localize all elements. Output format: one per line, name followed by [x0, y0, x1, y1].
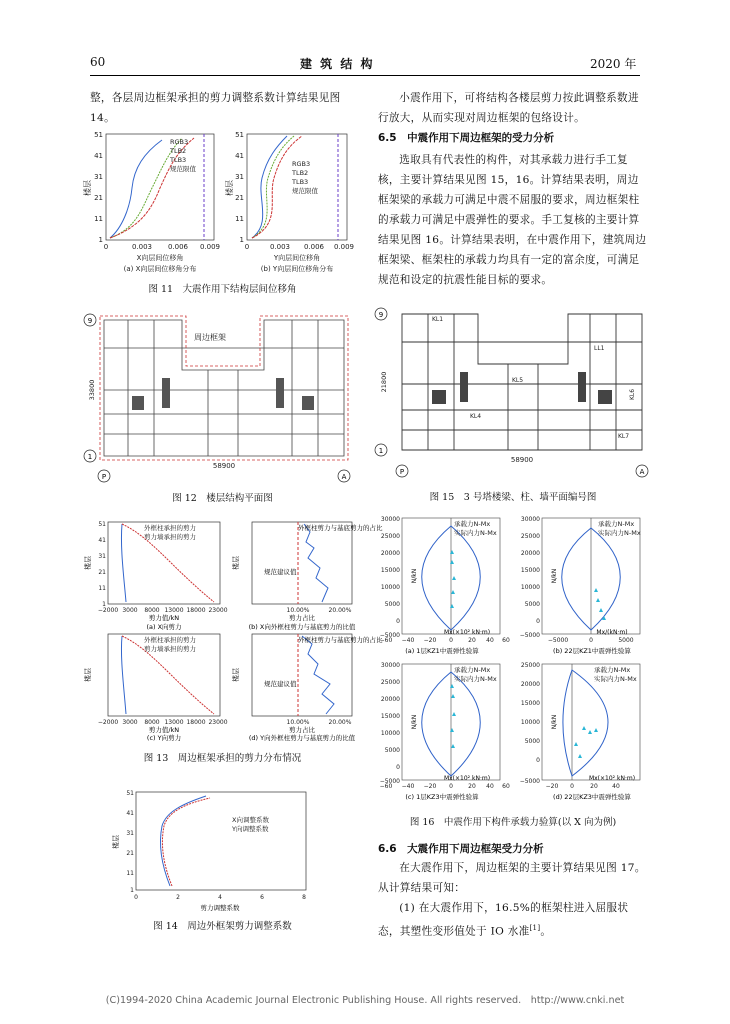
figure-12 [82, 308, 357, 483]
member-label: KL5 [512, 377, 524, 384]
y-label: 楼层 [232, 668, 240, 682]
figure-15 [372, 306, 647, 482]
legend-entry: X向调整系数 [232, 816, 269, 824]
y-coefficient-curve [162, 798, 210, 886]
fig13c-plot [83, 634, 228, 742]
x-label: Mx(×10² kN·m) [443, 775, 491, 782]
fig16a-plot [380, 516, 510, 655]
tick: 0.003 [269, 243, 291, 251]
tick: 41 [235, 152, 244, 160]
legend-entry: 剪力墙承担的剪力 [144, 645, 196, 653]
legend-entry: TLB3 [170, 156, 187, 164]
legend-entry: TLB2 [292, 169, 309, 177]
axis-label: A [341, 473, 347, 481]
tick: 20 [468, 637, 476, 644]
tick: 3000 [122, 719, 138, 726]
y-label: N/kN [411, 568, 418, 584]
x-label: Mx/(kN·m) [596, 629, 628, 636]
legend-entry: RGB3 [292, 160, 311, 168]
figure-16 [372, 514, 648, 806]
tick: 8000 [144, 607, 160, 614]
fig12-caption: 图 12 楼层结构平面图 [172, 493, 273, 504]
citation[interactable]: [1] [529, 924, 541, 932]
tick: 0 [536, 618, 540, 625]
tick: 15000 [520, 567, 540, 574]
tick: 51 [94, 131, 103, 139]
member-label: KL6 [629, 388, 636, 400]
tick: 20 [590, 783, 598, 790]
tick: 0 [449, 783, 453, 790]
fig15-caption: 图 15 3 号塔楼梁、柱、墙平面编号图 [429, 492, 597, 503]
tick: 10.00% [286, 719, 310, 726]
tick: 30000 [380, 662, 400, 669]
tick: 13000 [164, 607, 184, 614]
fig11a-plot [82, 131, 220, 273]
tick: 0 [570, 783, 574, 790]
legend-entry: Y向调整系数 [232, 825, 269, 833]
legend-entry: 承载力N-Mx [598, 520, 635, 528]
tick: −5000 [379, 778, 400, 785]
tick: 31 [94, 173, 103, 181]
tick: 10000 [520, 584, 540, 591]
tick: 3000 [122, 607, 138, 614]
member-label: KL7 [618, 433, 630, 440]
tick: 8 [302, 894, 306, 901]
tick: 20000 [520, 681, 540, 688]
left-paragraph-1: 整，各层周边框架承担的剪力调整系数计算结果见图 14。 [90, 92, 341, 124]
member-label: KL4 [470, 413, 482, 420]
tick: 0.009 [333, 243, 355, 251]
tick: 23000 [208, 607, 228, 614]
tick: 25000 [380, 679, 400, 686]
tick: 13000 [164, 719, 184, 726]
right-paragraph-3: 在大震作用下，周边框架的主要计算结果见图 17。从计算结果可知： [378, 862, 646, 894]
tick: 20.00% [328, 719, 352, 726]
axis-label: 1 [87, 453, 93, 461]
tick: 8000 [144, 719, 160, 726]
tick: 20000 [380, 550, 400, 557]
subcaption: (b) Y向层间位移角分布 [260, 265, 334, 273]
tick: 21 [126, 850, 134, 857]
demand-points [594, 588, 606, 620]
subcaption: (c) 1层KZ3中震弹性验算 [405, 793, 479, 801]
legend-entry: TLB2 [170, 147, 187, 155]
limit-label: 规范建议值 [264, 680, 297, 688]
tick: 0 [134, 894, 138, 901]
tick: 11 [98, 585, 106, 592]
member-label: KL1 [432, 316, 444, 323]
y-label: 楼层 [232, 556, 240, 570]
x-label: 剪力占比 [289, 726, 315, 734]
tick: 10000 [520, 719, 540, 726]
legend-entry: 承载力N-Mx [594, 666, 631, 674]
tick: 20000 [380, 696, 400, 703]
tick: −40 [401, 637, 415, 644]
tick: 0.006 [303, 243, 325, 251]
tick: 31 [126, 830, 134, 837]
tick: −20 [545, 783, 559, 790]
tick: 0 [103, 243, 109, 251]
tick: 20.00% [328, 607, 352, 614]
dimension: 33800 [88, 379, 96, 401]
column-shear-curve [121, 524, 126, 602]
legend-entry: 承载力N-Mx [454, 666, 491, 674]
tick: 4 [218, 894, 222, 901]
tick: 5000 [384, 601, 400, 608]
legend-entry: 承载力N-Mx [454, 520, 491, 528]
tick: 0.006 [167, 243, 189, 251]
x-label: 剪力值/kN [148, 614, 180, 622]
tick: 21 [98, 569, 106, 576]
tick: 41 [98, 537, 106, 544]
tick: 30000 [380, 516, 400, 523]
tick: 0.003 [131, 243, 153, 251]
tick: 2 [176, 894, 180, 901]
x-label: Mx(×10² kN·m) [588, 775, 636, 782]
subcaption: (c) Y向剪力 [146, 734, 182, 742]
y-label: 楼层 [225, 180, 234, 196]
fig11-caption: 图 11 大震作用下结构层间位移角 [148, 284, 297, 295]
limit-label: 规范建议值 [264, 568, 297, 576]
legend-entry: 剪力墙承担的剪力 [144, 533, 196, 541]
tick: 25000 [380, 533, 400, 540]
y-label: N/kN [551, 714, 558, 730]
tick: −2000 [97, 607, 119, 614]
axis-label: P [399, 468, 405, 476]
tick: 1 [130, 887, 134, 894]
year: 2020 年 [590, 57, 637, 71]
tick: −5000 [547, 637, 569, 644]
member-label: LL1 [594, 345, 605, 352]
tick: 11 [126, 870, 134, 877]
tick: 51 [126, 790, 134, 797]
tick: −20 [423, 783, 437, 790]
figure-13 [82, 518, 383, 742]
capacity-envelope [563, 670, 608, 776]
tick: 30000 [520, 516, 540, 523]
subcaption: (a) X向剪力 [146, 623, 182, 631]
subcaption: (b) 22层KZ1中震弹性验算 [553, 647, 631, 655]
tick: −40 [401, 783, 415, 790]
tick: 11 [235, 215, 244, 223]
tick: 11 [94, 215, 103, 223]
fig13b-plot [231, 522, 383, 631]
section-6-6: 6.6 大震作用下周边框架受力分析 [378, 843, 544, 855]
legend-entry: 外框柱承担的剪力 [144, 636, 196, 644]
subcaption: (a) X向层间位移角分布 [123, 265, 197, 273]
tick: 10000 [380, 730, 400, 737]
tick: 5000 [524, 601, 540, 608]
dimension: 21800 [380, 371, 388, 393]
tick: 20000 [520, 550, 540, 557]
y-label: 楼层 [83, 180, 92, 196]
tick: 0 [536, 757, 540, 764]
tick: 10.00% [286, 607, 310, 614]
x-label: Y向层间位移角 [273, 254, 321, 262]
legend-entry: 实际内力N-Mx [598, 529, 641, 537]
legend-entry: RGB3 [170, 138, 189, 146]
tick: −60 [379, 637, 393, 644]
right-paragraph-2: 选取具有代表性的构件，对其承载力进行手工复核，主要计算结果见图 15，16。计算结果表明，周边框架梁的承载力可满足中震不屈服的要求，周边框架柱的承载力可满足中震弹性的要求。手工复核的主要计算结果见图 16。计算结果表明，在中震作用下，建筑周边框架梁、框架柱的承载力均具有一定的富余度，可满足规范和设定的抗震性能目标的要求。 [378, 154, 647, 286]
y-label: 楼层 [84, 556, 92, 570]
subcaption: (d) Y向外框柱剪力与基底剪力的比值 [248, 734, 356, 742]
x-label: X向层间位移角 [136, 254, 184, 262]
right-paragraph-1: 小震作用下，可将结构各楼层剪力按此调整系数进行放大，从而实现对周边框架的包络设计。 [378, 92, 639, 124]
fig16c-plot [380, 662, 510, 801]
subcaption: (b) X向外框柱剪力与基底剪力的比值 [248, 623, 356, 631]
dimension: 58900 [212, 462, 236, 470]
tick: 31 [235, 173, 244, 181]
axis-label: 9 [87, 317, 93, 325]
figure-11 [82, 128, 357, 296]
header-rule [90, 75, 640, 76]
tick: 5000 [618, 637, 634, 644]
x-label: 剪力占比 [289, 614, 315, 622]
tick: 0.009 [199, 243, 221, 251]
axis-label: 1 [378, 447, 384, 455]
tick: 15000 [520, 700, 540, 707]
tick: 40 [486, 637, 494, 644]
ratio-curve [302, 636, 334, 714]
legend-entry: 规范限值 [170, 165, 196, 173]
tick: 0 [244, 243, 250, 251]
note: 外框柱剪力与基底剪力的占比 [298, 636, 383, 644]
paragraph-4-end: 。 [540, 925, 552, 938]
subcaption: (a) 1层KZ1中震弹性验算 [405, 647, 479, 655]
tick: 1 [239, 236, 244, 244]
x-label: 剪力调整系数 [200, 904, 240, 912]
tick: −5000 [519, 632, 540, 639]
tick: 51 [235, 131, 244, 139]
tick: 15000 [380, 567, 400, 574]
tick: 21 [94, 194, 103, 202]
tick: 0 [589, 637, 593, 644]
tick: 21 [235, 194, 244, 202]
journal-title: 建 筑 结 构 [300, 57, 375, 71]
tick: 25000 [520, 662, 540, 669]
x-label: 剪力值/kN [148, 726, 180, 734]
tick: 20 [468, 783, 476, 790]
legend-entry: 实际内力N-Mx [454, 529, 497, 537]
tick: 18000 [186, 607, 206, 614]
axis-label: 9 [378, 311, 384, 319]
legend-entry: 规范限值 [292, 187, 318, 195]
fig14-caption: 图 14 周边外框架剪力调整系数 [153, 921, 292, 932]
axis-label: P [101, 473, 107, 481]
tick: 10000 [380, 584, 400, 591]
tick: −5000 [379, 632, 400, 639]
tick: 5000 [384, 747, 400, 754]
tick: 0 [396, 618, 400, 625]
tick: 25000 [520, 533, 540, 540]
tick: −60 [379, 783, 393, 790]
y-label: N/kN [411, 714, 418, 730]
tick: 23000 [208, 719, 228, 726]
subcaption: (d) 22层KZ3中震弹性验算 [553, 793, 631, 801]
demand-points [574, 726, 598, 758]
tick: 18000 [186, 719, 206, 726]
perimeter-frame-label: 周边框架 [194, 333, 226, 342]
tick: 1 [102, 601, 106, 608]
tick: 31 [98, 553, 106, 560]
tick: 40 [486, 783, 494, 790]
right-paragraph-4 [378, 898, 648, 942]
tick: 0 [449, 637, 453, 644]
tlb3-curve [252, 136, 294, 238]
fig16-caption: 图 16 中震作用下构件承载力验算(以 X 向为例) [409, 817, 617, 828]
legend-entry: TLB3 [292, 178, 309, 186]
tick: 60 [502, 783, 510, 790]
tick: −5000 [519, 778, 540, 785]
page-number: 60 [90, 55, 106, 69]
fig13a-plot [83, 521, 228, 631]
tick: 60 [502, 637, 510, 644]
x-coefficient-curve [160, 796, 206, 886]
y-label: 楼层 [112, 835, 120, 849]
tick: 41 [126, 810, 134, 817]
column-shear-curve [121, 636, 126, 714]
fig16d-plot [520, 662, 640, 801]
figure-14 [110, 786, 320, 916]
ratio-curve [304, 524, 328, 602]
tick: −2000 [97, 719, 119, 726]
section-6-5: 6.5 中震作用下周边框架的受力分析 [378, 132, 555, 144]
tick: 5000 [524, 738, 540, 745]
fig13-caption: 图 13 周边框架承担的剪力分布情况 [143, 753, 302, 764]
paragraph-4-text: (1) 在大震作用下，16.5%的框架柱进入屈服状态，其塑性变形值处于 IO 水准 [378, 902, 629, 938]
tick: 0 [396, 764, 400, 771]
x-label: Mx(×10² kN·m) [443, 629, 491, 636]
legend-entry: 外框柱承担的剪力 [144, 524, 196, 532]
tlb2-curve [252, 136, 287, 238]
tick: 1 [98, 236, 103, 244]
legend-entry: 实际内力N-Mx [594, 675, 637, 683]
tick: 51 [98, 521, 106, 528]
fig11b-plot [224, 131, 354, 273]
tick: 41 [94, 152, 103, 160]
tick: −20 [423, 637, 437, 644]
footer-copyright: (C)1994-2020 China Academic Journal Electronic Publishing House. All rights reserved. http://www.cnki.net [105, 995, 625, 1006]
tick: 15000 [380, 713, 400, 720]
axis-label: A [639, 468, 645, 476]
fig13d-plot [231, 634, 383, 742]
tick: 40 [612, 783, 620, 790]
y-label: 楼层 [84, 668, 92, 682]
dimension: 58900 [510, 456, 534, 464]
legend-entry: 实际内力N-Mx [454, 675, 497, 683]
fig16b-plot [520, 516, 641, 655]
y-label: N/kN [551, 568, 558, 584]
tick: 6 [260, 894, 264, 901]
note: 外框柱剪力与基底剪力的占比 [298, 524, 383, 532]
